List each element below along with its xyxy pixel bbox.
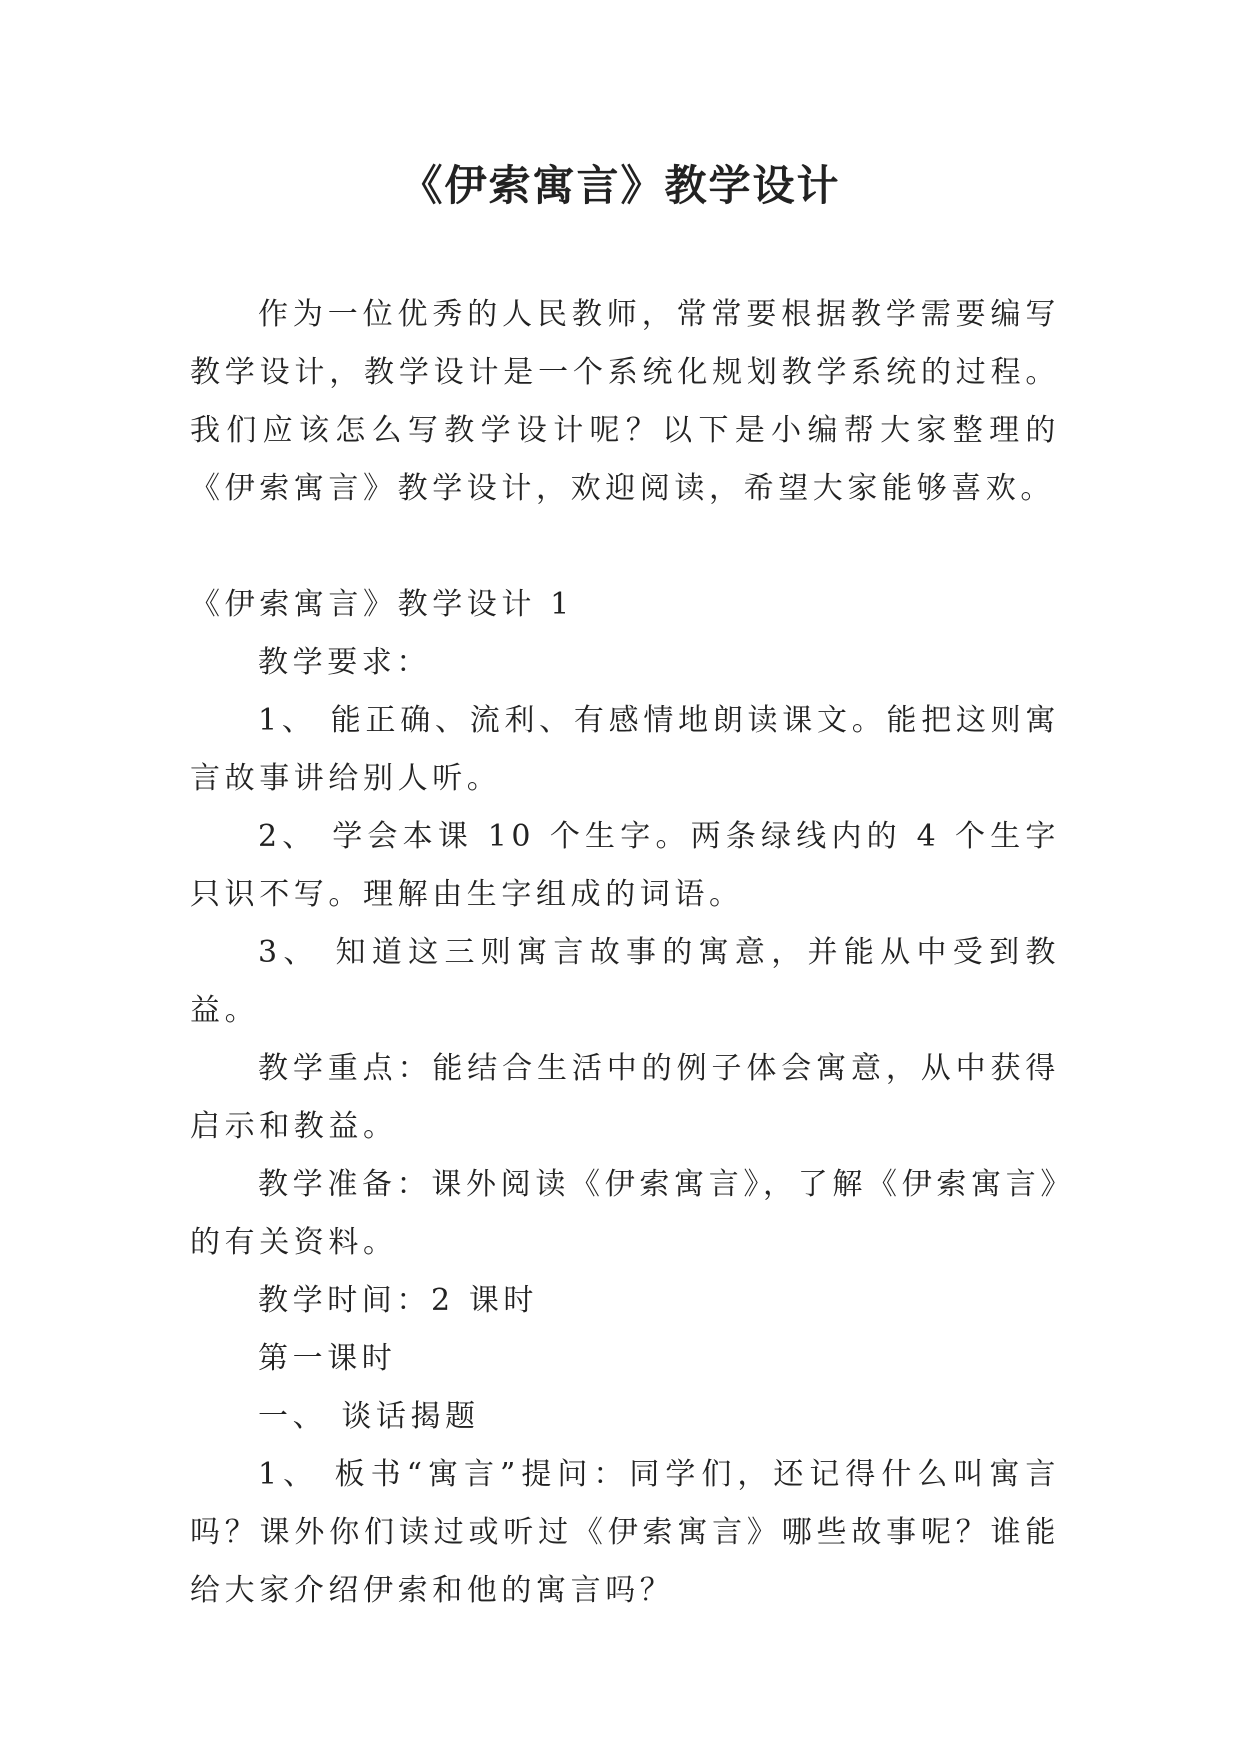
intro-paragraph: 作为一位优秀的人民教师，常常要根据教学需要编写教学设计，教学设计是一个系统化规划教学系统的过程。我们应该怎么写教学设计呢？以下是小编帮大家整理的《伊索寓言》教学设计，欢迎阅读，希望大家能够喜欢。 [190,297,1060,506]
paragraph-duration: 教学时间：2 课时 [258,1283,539,1318]
paragraph-requirement-1: 1、 能正确、流利、有感情地朗读课文。能把这则寓言故事讲给别人听。 [190,703,1060,796]
paragraph-requirements-label: 教学要求： [258,645,431,680]
paragraph-requirement-2: 2、 学会本课 10 个生字。两条绿线内的 4 个生字只识不写。理解由生字组成的词语。 [190,819,1060,912]
paragraph-step-one: 一、 谈话揭题 [258,1399,480,1434]
paragraph-preparation: 教学准备：课外阅读《伊索寓言》，了解《伊索寓言》的有关资料。 [190,1167,1060,1260]
paragraph-lesson-one: 第一课时 [258,1341,397,1376]
section-block [190,576,1060,1620]
paragraph-step-one-item-1: 1、 板书“寓言”提问：同学们，还记得什么叫寓言吗？课外你们读过或听过《伊索寓言》哪些故事呢？谁能给大家介绍伊索和他的寓言吗？ [190,1457,1060,1608]
intro-block [190,286,1060,518]
paragraph-key-points: 教学重点：能结合生活中的例子体会寓意，从中获得启示和教益。 [190,1051,1060,1144]
paragraph-requirement-3: 3、 知道这三则寓言故事的寓意，并能从中受到教益。 [190,935,1060,1028]
section-heading: 《伊索寓言》教学设计 1 [190,587,574,622]
document-title: 《伊索寓言》教学设计 [400,161,841,210]
